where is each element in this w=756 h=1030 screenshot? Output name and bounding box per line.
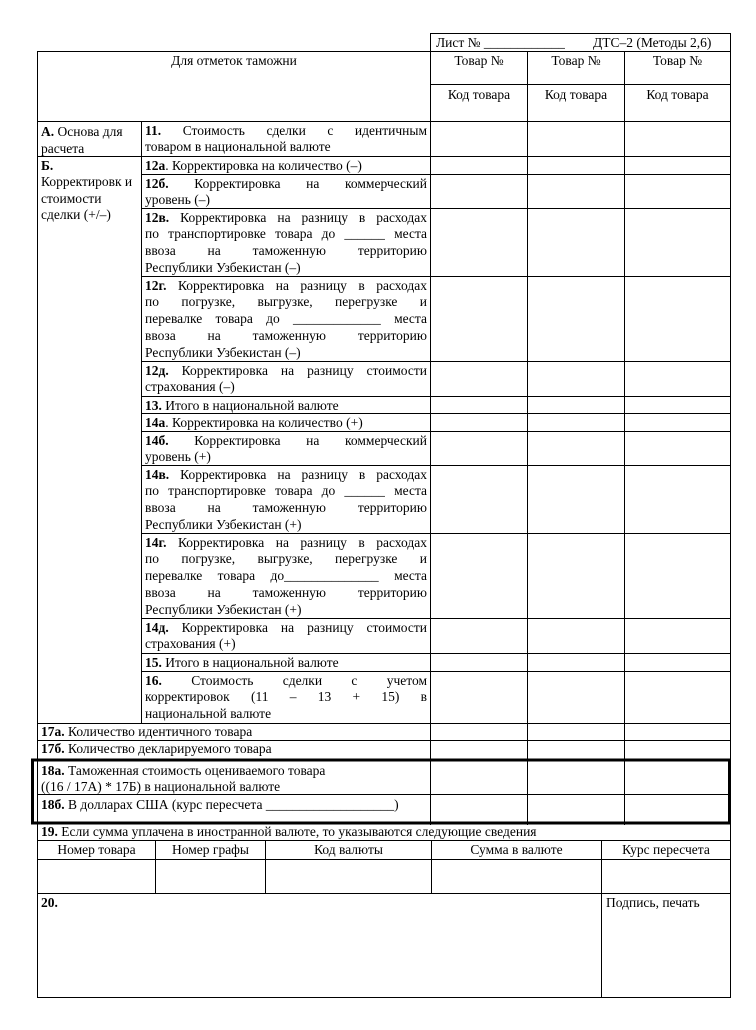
customs-marks-label: Для отметок таможни xyxy=(171,53,297,68)
group-a-label: А. Основа для расчета xyxy=(41,124,123,156)
currency-header-column-number: Номер графы xyxy=(172,842,249,857)
currency-header-currency-code: Код валюты xyxy=(314,842,383,857)
row-line: Республики Узбекистан (–) xyxy=(145,260,301,276)
row-number: 11. xyxy=(145,122,162,138)
row-line xyxy=(145,620,427,637)
row-line xyxy=(145,278,427,295)
row-line xyxy=(145,415,427,432)
row-line xyxy=(145,363,427,380)
row-line: национальной валюте xyxy=(145,706,272,722)
row-line: уровень (+) xyxy=(145,449,211,465)
product-header-1: Товар № xyxy=(454,53,504,68)
sheet-number: Лист № ____________ xyxy=(436,35,565,50)
row-number: 14а xyxy=(145,414,166,430)
row-line xyxy=(145,433,427,450)
signature-stamp-label: Подпись, печать xyxy=(606,895,700,910)
row-line: уровень (–) xyxy=(145,192,211,208)
row-text: Стоимость сделки с учетом xyxy=(161,672,427,688)
currency-header-amount: Сумма в валюте xyxy=(470,842,563,857)
row-text: Корректировка на разницу стоимости xyxy=(168,619,427,635)
row-text: Итого в национальной валюте xyxy=(161,397,339,413)
row-line xyxy=(145,123,427,140)
row-17b: 17б. Количество декларируемого товара xyxy=(41,741,272,756)
product-header-2: Товар № xyxy=(551,53,601,68)
row-text: Корректировка на разницу в расходах xyxy=(169,466,427,482)
row-line: ввоза на таможенную территорию xyxy=(145,500,427,516)
group-b-label: Корректировк и стоимости сделки (+/–) xyxy=(41,174,133,222)
row-line xyxy=(145,176,427,193)
row-text: Стоимость сделки с идентичным xyxy=(161,122,427,138)
row-line: ввоза на таможенную территорию xyxy=(145,585,427,601)
row-number: 13. xyxy=(145,397,162,413)
row-18b: 18б. В долларах США (курс пересчета ___________________) xyxy=(41,797,399,812)
row-line: страхования (–) xyxy=(145,379,235,395)
group-b-number: Б. xyxy=(41,158,54,173)
row-number: 12а xyxy=(145,157,166,173)
row-line: корректировок (11 – 13 + 15) в xyxy=(145,689,427,705)
row-text: Корректировка на разницу в расходах xyxy=(169,209,427,225)
row-number: 14в. xyxy=(145,466,170,482)
row-18a-formula: ((16 / 17А) * 17Б) в национальной валюте xyxy=(41,779,281,794)
row-line: товаром в национальной валюте xyxy=(145,139,331,155)
row-line xyxy=(145,467,427,484)
row-line xyxy=(145,535,427,552)
product-code-header-2: Код товара xyxy=(544,87,608,102)
form-code: ДТС–2 (Методы 2,6) xyxy=(593,35,712,50)
currency-header-item-number: Номер товара xyxy=(57,842,136,857)
row-line: Республики Узбекистан (+) xyxy=(145,517,302,533)
row-line: по транспортировке товара до ______ места xyxy=(145,483,427,499)
row-text: Корректировка на разницу стоимости xyxy=(168,362,427,378)
row-19: 19. Если сумма уплачена в иностранной валюте, то указываются следующие сведения xyxy=(41,824,537,839)
row-text: Корректировка на коммерческий xyxy=(168,175,427,191)
row-line: ввоза на таможенную территорию xyxy=(145,243,427,259)
row-number: 12г. xyxy=(145,277,167,293)
row-20: 20. xyxy=(41,895,58,910)
row-line: перевалке товара до _____________ места xyxy=(145,311,427,327)
row-17a: 17а. Количество идентичного товара xyxy=(41,724,253,739)
row-line: по погрузке, выгрузке, перегрузке и xyxy=(145,294,427,310)
row-line: Республики Узбекистан (+) xyxy=(145,602,302,618)
row-line: перевалке товара до______________ места xyxy=(145,568,427,584)
row-text: Итого в национальной валюте xyxy=(161,654,339,670)
row-text: . Корректировка на количество (+) xyxy=(165,414,363,430)
row-number: 14г. xyxy=(145,534,167,550)
row-line: страхования (+) xyxy=(145,636,236,652)
row-text: . Корректировка на количество (–) xyxy=(165,157,362,173)
row-text: Корректировка на разницу в расходах xyxy=(166,534,427,550)
row-line: по транспортировке товара до ______ места xyxy=(145,226,427,242)
row-number: 12б. xyxy=(145,175,169,191)
product-code-header-1: Код товара xyxy=(447,87,511,102)
row-text: Корректировка на коммерческий xyxy=(168,432,427,448)
product-code-header-3: Код товара xyxy=(646,87,709,102)
product-header-3: Товар № xyxy=(652,53,703,68)
row-18a: 18а. Таможенная стоимость оцениваемого товара xyxy=(41,763,326,778)
row-line: ввоза на таможенную территорию xyxy=(145,328,427,344)
row-text: Корректировка на разницу в расходах xyxy=(166,277,427,293)
row-number: 14д. xyxy=(145,619,169,635)
row-number: 14б. xyxy=(145,432,169,448)
row-line: по погрузке, выгрузке, перегрузке и xyxy=(145,551,427,567)
row-number: 15. xyxy=(145,654,162,670)
row-line xyxy=(145,158,427,175)
currency-header-exchange-rate: Курс пересчета xyxy=(622,842,710,857)
row-line xyxy=(145,398,427,415)
row-line xyxy=(145,673,427,690)
row-line xyxy=(145,655,427,672)
row-number: 16. xyxy=(145,672,162,688)
row-number: 12д. xyxy=(145,362,169,378)
row-number: 12в. xyxy=(145,209,170,225)
row-line: Республики Узбекистан (–) xyxy=(145,345,301,361)
row-line xyxy=(145,210,427,227)
